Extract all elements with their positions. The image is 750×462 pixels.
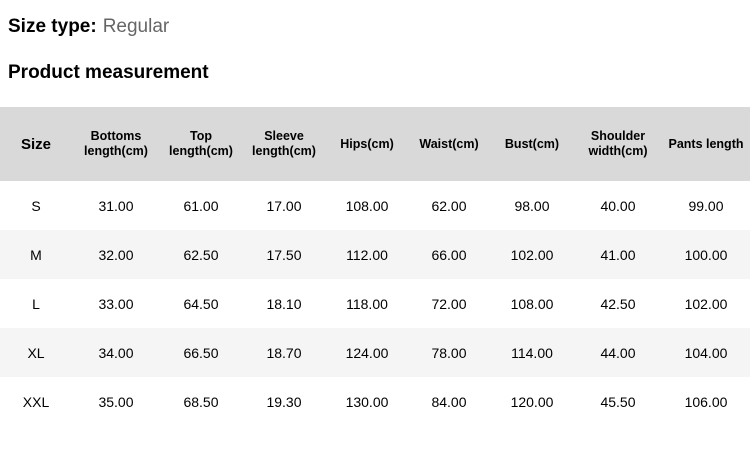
product-measurement-table [0, 107, 750, 426]
cell-waist: 72.00 [408, 279, 490, 328]
size-type-value: Regular [102, 16, 170, 37]
cell-shoulder-width: 45.50 [574, 377, 662, 426]
cell-shoulder-width: 40.00 [574, 181, 662, 230]
column-header-sleeve-length: Sleeve length(cm) [242, 107, 326, 181]
column-header-size: Size [0, 107, 72, 181]
cell-top-length: 61.00 [160, 181, 242, 230]
cell-hips: 112.00 [326, 230, 408, 279]
cell-sleeve-length: 19.30 [242, 377, 326, 426]
cell-bottoms-length: 35.00 [72, 377, 160, 426]
cell-bust: 108.00 [490, 279, 574, 328]
cell-top-length: 62.50 [160, 230, 242, 279]
cell-top-length: 64.50 [160, 279, 242, 328]
cell-bust: 102.00 [490, 230, 574, 279]
cell-size: XL [0, 328, 72, 377]
column-header-hips: Hips(cm) [326, 107, 408, 181]
table-row [0, 279, 750, 328]
cell-waist: 62.00 [408, 181, 490, 230]
cell-shoulder-width: 41.00 [574, 230, 662, 279]
cell-size: S [0, 181, 72, 230]
cell-pants-length: 102.00 [662, 279, 750, 328]
cell-shoulder-width: 44.00 [574, 328, 662, 377]
cell-bottoms-length: 32.00 [72, 230, 160, 279]
cell-hips: 124.00 [326, 328, 408, 377]
table-header [0, 107, 750, 181]
table-header-row [0, 107, 750, 181]
table-body [0, 181, 750, 426]
cell-bust: 120.00 [490, 377, 574, 426]
table-row [0, 328, 750, 377]
cell-bottoms-length: 31.00 [72, 181, 160, 230]
table-row [0, 181, 750, 230]
column-header-bottoms-length: Bottoms length(cm) [72, 107, 160, 181]
cell-pants-length: 106.00 [662, 377, 750, 426]
table-row [0, 377, 750, 426]
cell-pants-length: 104.00 [662, 328, 750, 377]
cell-size: M [0, 230, 72, 279]
cell-waist: 84.00 [408, 377, 490, 426]
cell-bottoms-length: 33.00 [72, 279, 160, 328]
column-header-pants-length: Pants length [662, 107, 750, 181]
cell-waist: 78.00 [408, 328, 490, 377]
column-header-waist: Waist(cm) [408, 107, 490, 181]
cell-bottoms-length: 34.00 [72, 328, 160, 377]
cell-sleeve-length: 18.10 [242, 279, 326, 328]
cell-bust: 114.00 [490, 328, 574, 377]
cell-bust: 98.00 [490, 181, 574, 230]
cell-hips: 130.00 [326, 377, 408, 426]
cell-pants-length: 99.00 [662, 181, 750, 230]
cell-waist: 66.00 [408, 230, 490, 279]
size-type-label: Size type: [8, 16, 97, 37]
cell-shoulder-width: 42.50 [574, 279, 662, 328]
cell-sleeve-length: 17.00 [242, 181, 326, 230]
cell-top-length: 68.50 [160, 377, 242, 426]
cell-size: XXL [0, 377, 72, 426]
cell-size: L [0, 279, 72, 328]
cell-sleeve-length: 18.70 [242, 328, 326, 377]
table-row [0, 230, 750, 279]
column-header-bust: Bust(cm) [490, 107, 574, 181]
page-title: Product measurement [8, 62, 209, 83]
cell-top-length: 66.50 [160, 328, 242, 377]
cell-hips: 108.00 [326, 181, 408, 230]
cell-pants-length: 100.00 [662, 230, 750, 279]
cell-hips: 118.00 [326, 279, 408, 328]
cell-sleeve-length: 17.50 [242, 230, 326, 279]
size-type-row [0, 0, 750, 40]
column-header-shoulder-width: Shoulder width(cm) [574, 107, 662, 181]
column-header-top-length: Top length(cm) [160, 107, 242, 181]
